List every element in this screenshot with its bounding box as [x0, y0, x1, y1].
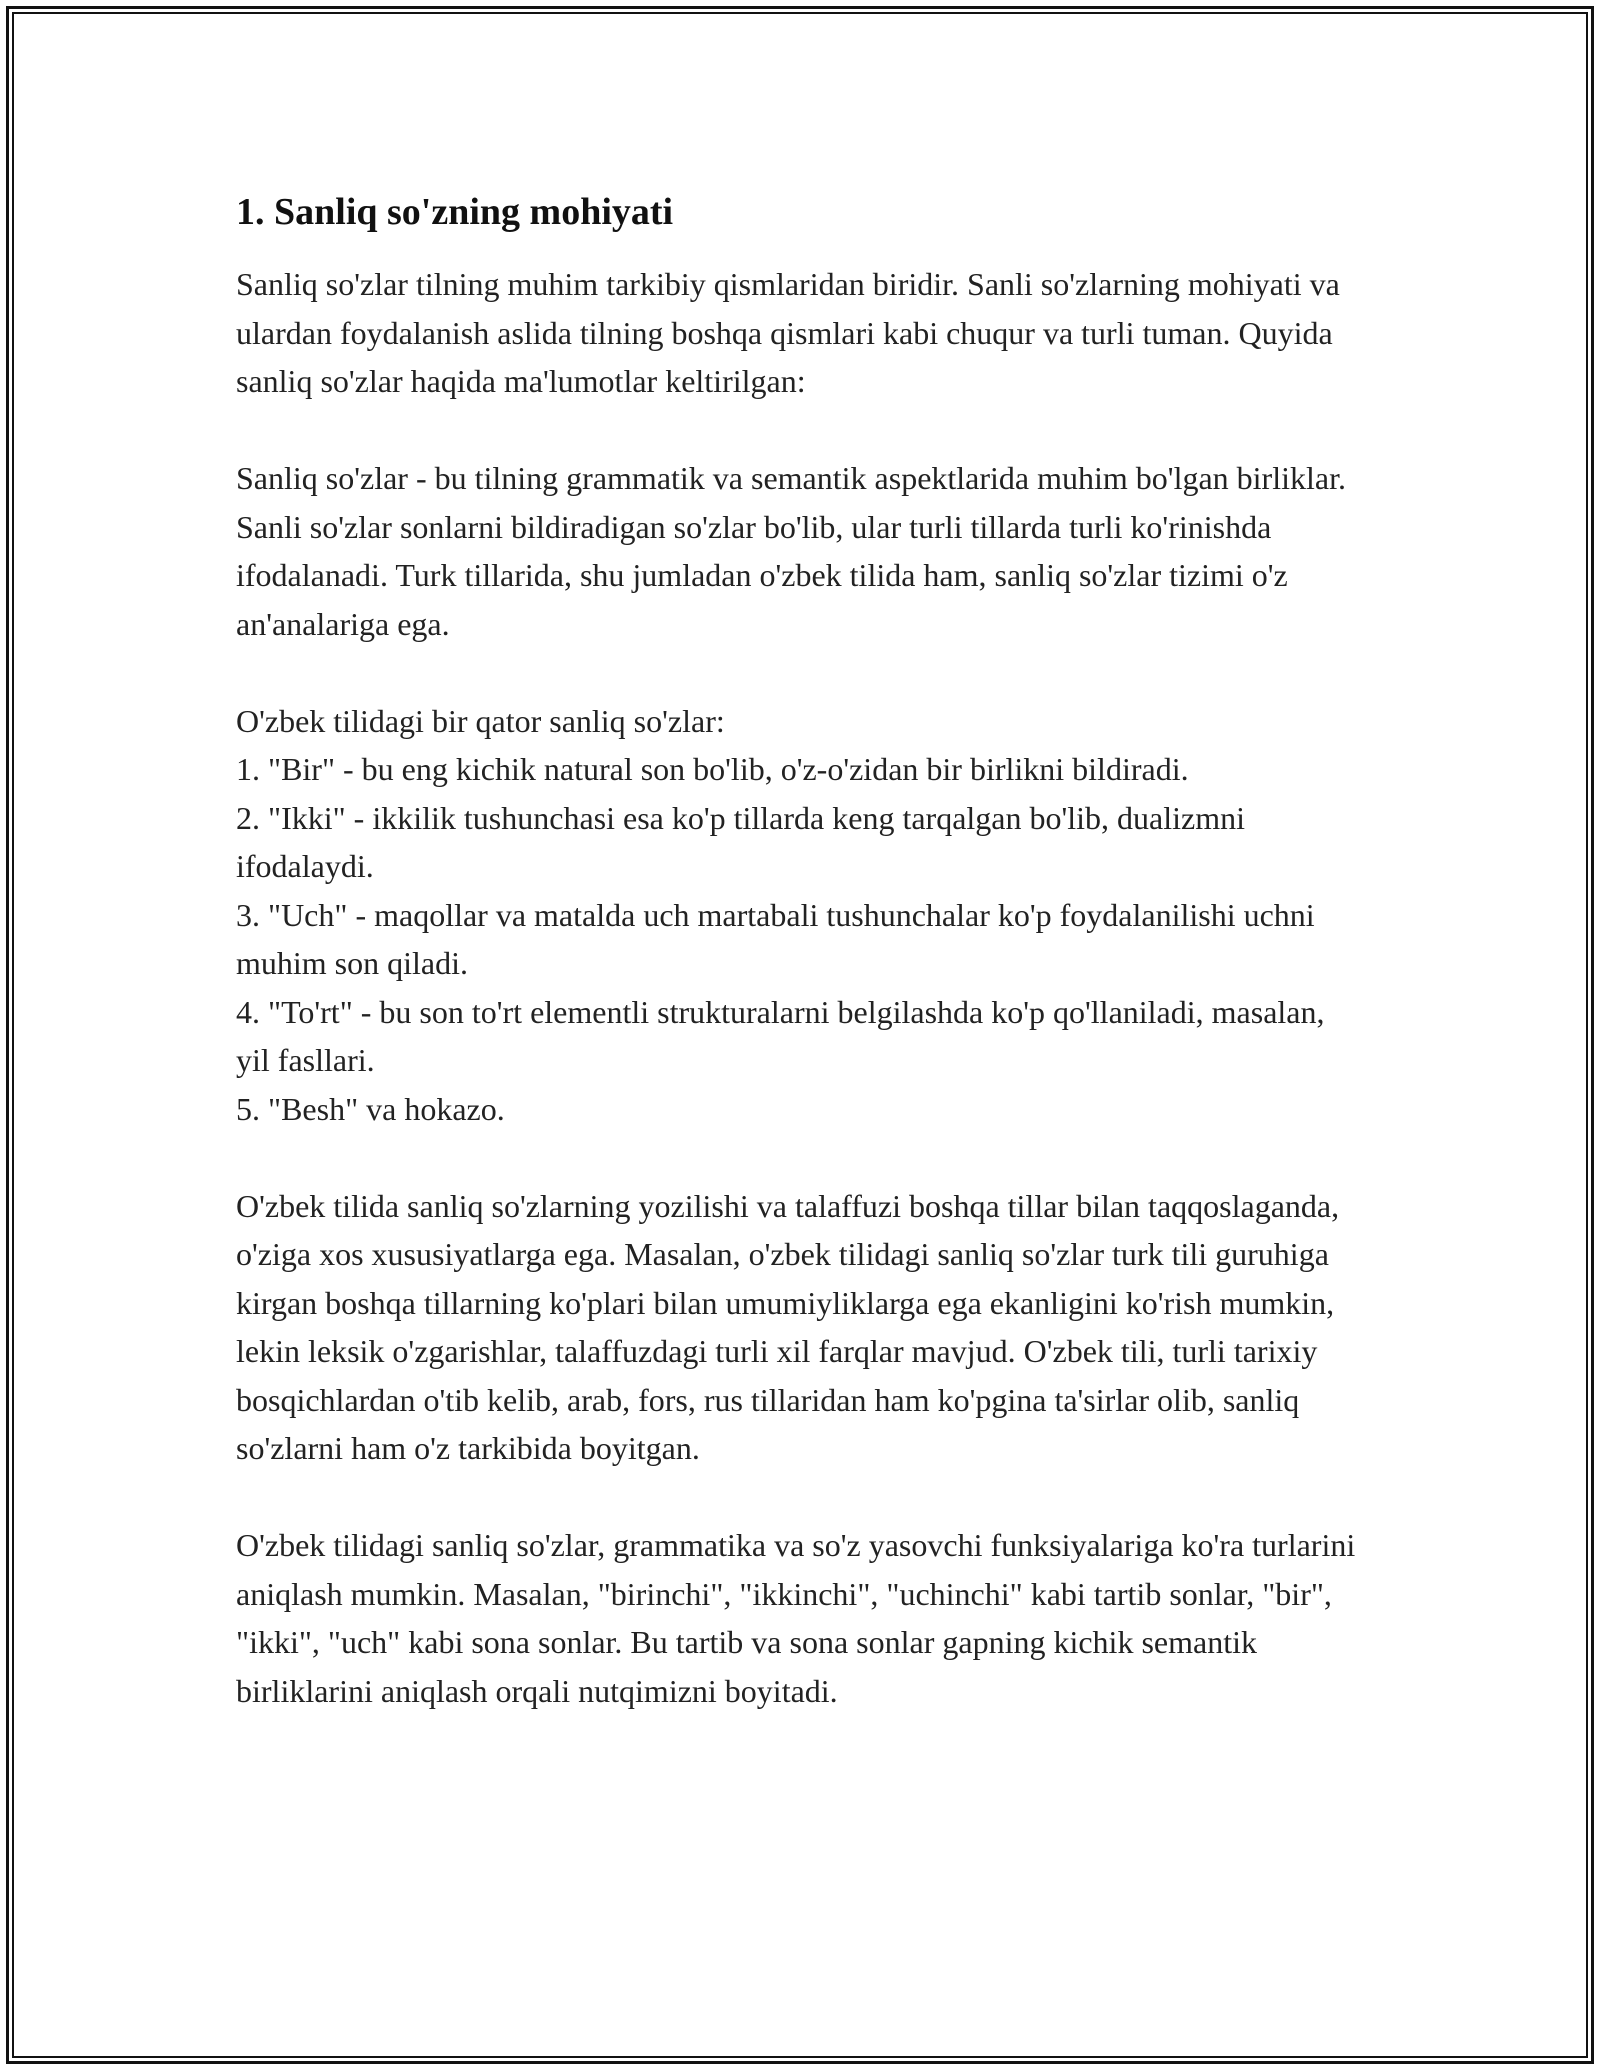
paragraph-intro: Sanliq so'zlar tilning muhim tarkibiy qismlaridan biridir. Sanli so'zlarning mohiyati va ulardan foydalanish aslida tilning boshqa qismlari kabi chuqur va turli tuman. Quyida sanliq so'zlar haqida ma'lumotlar keltirilgan:	[236, 266, 1340, 399]
numeral-list	[236, 745, 1366, 1133]
list-item: 1. "Bir" - bu eng kichik natural son bo'lib, o'z-o'zidan bir birlikni bildiradi.	[236, 751, 1189, 787]
list-item: 3. "Uch" - maqollar va matalda uch martabali tushunchalar ko'p foydalanilishi uchni muhim son qiladi.	[236, 896, 1315, 981]
paragraph-types: O'zbek tilidagi sanliq so'zlar, grammatika va so'z yasovchi funksiyalariga ko'ra turlarini aniqlash mumkin. Masalan, "birinchi", "ikkinchi", "uchinchi" kabi tartib sonlar, "bir", "ikki", "uch" kabi sona sonlar. Bu tartib va sona sonlar gapning kichik semantik birliklarini aniqlash orqali nutqimizni boyitadi.	[236, 1527, 1356, 1709]
list-item: 4. "To'rt" - bu son to'rt elementli strukturalarni belgilashda ko'p qo'llaniladi, masalan, yil fasllari.	[236, 993, 1325, 1078]
paragraph-definition: Sanliq so'zlar - bu tilning grammatik va semantik aspektlarida muhim bo'lgan birliklar. Sanli so'zlar sonlarni bildiradigan so'zlar bo'lib, ular turli tillarda turli ko'rinishda ifodalanadi. Turk tillarida, shu jumladan o'zbek tilida ham, sanliq so'zlar tizimi o'z an'analariga ega.	[236, 460, 1346, 642]
list-item: 2. "Ikki" - ikkilik tushunchasi esa ko'p tillarda keng tarqalgan bo'lib, dualizmni ifodalaydi.	[236, 799, 1245, 884]
list-intro: O'zbek tilidagi bir qator sanliq so'zlar:	[236, 702, 725, 739]
document-body	[236, 186, 1366, 1764]
list-item: 5. "Besh" va hokazo.	[236, 1090, 505, 1127]
paragraph-spelling: O'zbek tilida sanliq so'zlarning yozilishi va talaffuzi boshqa tillar bilan taqqoslaganda, o'ziga xos xususiyatlarga ega. Masalan, o'zbek tilidagi sanliq so'zlar turk tili guruhiga kirgan boshqa tillarning ko'plari bilan umumiyliklarga ega ekanligini ko'rish mumkin, lekin leksik o'zgarishlar, talaffuzdagi turli xil farqlar mavjud. O'zbek tili, turli tarixiy bosqichlardan o'tib kelib, arab, fors, rus tillaridan ham ko'pgina ta'sirlar olib, sanliq so'zlarni ham o'z tarkibida boyitgan.	[236, 1187, 1340, 1466]
section-title: 1. Sanliq so'zning mohiyati	[236, 191, 674, 233]
